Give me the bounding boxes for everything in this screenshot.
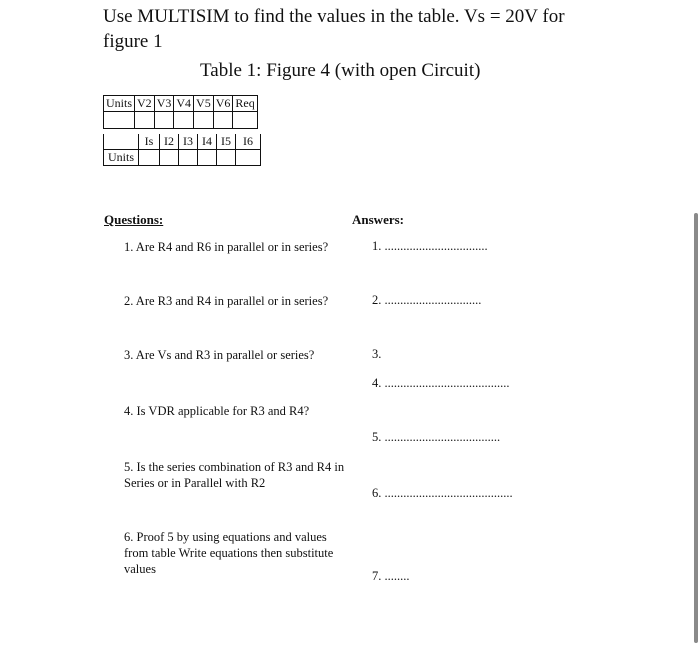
table-row: [104, 112, 258, 129]
answer-5: 5. .....................................: [372, 430, 501, 444]
table-cell: [179, 150, 198, 166]
table-header-cell: V5: [194, 96, 214, 112]
question-2: 2. Are R3 and R4 in parallel or in series?: [124, 294, 329, 308]
table-header-cell: V4: [174, 96, 194, 112]
table-cell: [233, 112, 257, 129]
table-header-cell: Req: [233, 96, 257, 112]
table-row: [104, 134, 261, 150]
table-header-cell: Is: [139, 134, 160, 150]
answer-7: 7. ........: [372, 569, 410, 583]
answer-1: 1. .................................: [372, 239, 488, 253]
answer-3: 3.: [372, 347, 382, 361]
table-header-cell: V3: [154, 96, 174, 112]
table-row: [104, 96, 258, 112]
table-header-cell: V6: [213, 96, 233, 112]
table-header-cell: I4: [198, 134, 217, 150]
table-header-cell: I3: [179, 134, 198, 150]
answers-heading: Answers:: [352, 212, 404, 227]
table-header-cell: I2: [160, 134, 179, 150]
question-1: 1. Are R4 and R6 in parallel or in series?: [124, 240, 329, 254]
table-cell: [135, 112, 155, 129]
questions-heading: Questions:: [104, 212, 164, 227]
table-cell: [104, 112, 135, 129]
table-header-cell: I5: [217, 134, 236, 150]
table-cell: [104, 134, 139, 150]
table-cell: [236, 150, 261, 166]
table-header-cell: I6: [236, 134, 261, 150]
voltage-table: [103, 95, 258, 129]
table-row: [104, 150, 261, 166]
table-cell: [139, 150, 160, 166]
answer-4: 4. ........................................: [372, 376, 510, 390]
answer-6: 6. .........................................: [372, 486, 513, 500]
question-5: 5. Is the series combination of R3 and R4 in Series or in Parallel with R2: [124, 460, 345, 490]
current-table: [103, 134, 261, 166]
table-cell: [174, 112, 194, 129]
table-cell: [198, 150, 217, 166]
answer-2: 2. ...............................: [372, 293, 482, 307]
question-4: 4. Is VDR applicable for R3 and R4?: [124, 404, 310, 418]
table-cell: [194, 112, 214, 129]
scrollbar[interactable]: [694, 213, 698, 643]
table-header-cell: Units: [104, 96, 135, 112]
question-6: 6. Proof 5 by using equations and values from table Write equations then substitute values: [124, 530, 334, 576]
table-cell: [217, 150, 236, 166]
table-cell: [160, 150, 179, 166]
table-cell: [154, 112, 174, 129]
table-header-cell: V2: [135, 96, 155, 112]
table-cell: [213, 112, 233, 129]
instruction-text: Use MULTISIM to find the values in the table. Vs = 20V for figure 1: [103, 6, 565, 52]
table-row-label: Units: [104, 150, 139, 166]
table-caption: Table 1: Figure 4 (with open Circuit): [200, 60, 481, 81]
question-3: 3. Are Vs and R3 in parallel or series?: [124, 348, 315, 362]
